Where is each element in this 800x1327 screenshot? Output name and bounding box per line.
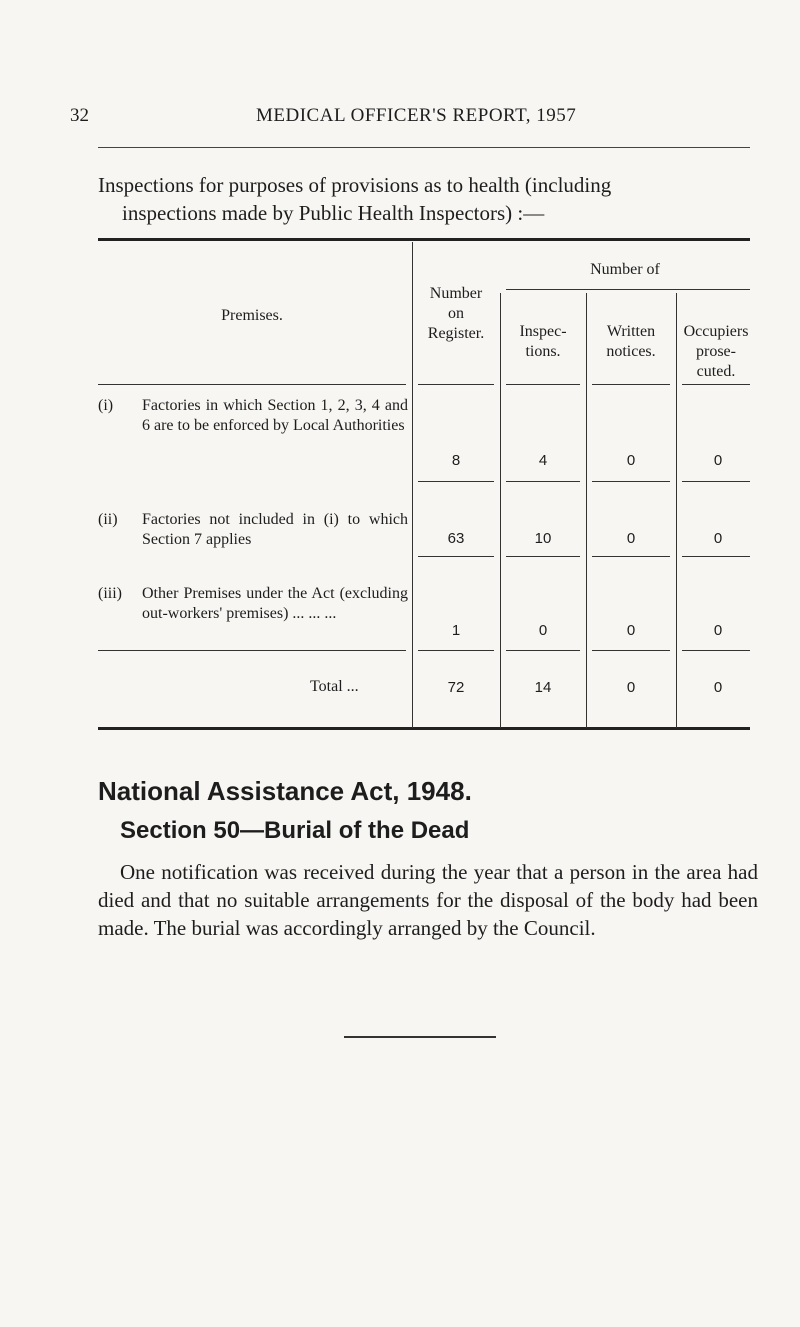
row2-rule-prosecuted bbox=[682, 556, 750, 557]
total-inspections: 14 bbox=[534, 679, 552, 696]
body-paragraph bbox=[98, 858, 758, 942]
cell-register: 1 bbox=[451, 622, 461, 639]
header-inspections-line-2: tions. bbox=[525, 343, 561, 360]
cell-register: 63 bbox=[447, 530, 465, 547]
total-rule-register bbox=[418, 650, 494, 651]
header-rule-prosecuted bbox=[682, 384, 750, 385]
row1-rule-register bbox=[418, 481, 494, 482]
row2-rule-register bbox=[418, 556, 494, 557]
header-prosecuted bbox=[676, 322, 756, 382]
total-rule-notices bbox=[592, 650, 670, 651]
total-rule-inspections bbox=[506, 650, 580, 651]
intro-line-2: inspections made by Public Health Inspectors) :— bbox=[122, 201, 545, 225]
inspections-table bbox=[98, 238, 750, 730]
section-title: National Assistance Act, 1948. bbox=[98, 776, 472, 806]
cell-prosecuted: 0 bbox=[713, 530, 723, 547]
table-bottom-rule bbox=[98, 727, 750, 730]
header-rule-notices bbox=[592, 384, 670, 385]
number-of-rule bbox=[506, 289, 750, 290]
paragraph-text: One notification was received during the year that a person in the area had died and that no suitable arrangements for the disposal of the body had been made. The burial was accordingly arranged by the Council. bbox=[98, 860, 758, 940]
header-rule-inspections bbox=[506, 384, 580, 385]
header-prosecuted-line-3: cuted. bbox=[696, 363, 736, 380]
row-description: Factories not included in (i) to which Section 7 applies bbox=[142, 511, 408, 548]
header-register bbox=[412, 284, 500, 344]
cell-notices: 0 bbox=[626, 622, 636, 639]
row1-rule-notices bbox=[592, 481, 670, 482]
header-notices-line-2: notices. bbox=[606, 343, 656, 360]
row-number: (i) bbox=[98, 397, 114, 414]
header-register-line-1: Number bbox=[429, 285, 483, 302]
intro-text bbox=[98, 171, 758, 227]
total-rule-prosecuted bbox=[682, 650, 750, 651]
cell-prosecuted: 0 bbox=[713, 622, 723, 639]
header-prosecuted-line-1: Occupiers bbox=[683, 323, 749, 340]
header-rule bbox=[98, 147, 750, 148]
cell-inspections: 4 bbox=[538, 452, 548, 469]
header-rule-premises bbox=[98, 384, 406, 385]
total-label: Total ... bbox=[310, 678, 359, 695]
cell-inspections: 0 bbox=[538, 622, 548, 639]
row2-rule-inspections bbox=[506, 556, 580, 557]
table-row-label bbox=[98, 396, 408, 460]
total-register: 72 bbox=[447, 679, 465, 696]
table-row-label bbox=[98, 510, 408, 554]
intro-line-1: Inspections for purposes of provisions as to health (including bbox=[98, 173, 612, 197]
row-description: Other Premises under the Act (excluding out-workers' premises) ... ... ... bbox=[142, 585, 408, 622]
cell-notices: 0 bbox=[626, 530, 636, 547]
header-inspections-line-1: Inspec- bbox=[519, 323, 567, 340]
page-number: 32 bbox=[70, 105, 89, 126]
cell-notices: 0 bbox=[626, 452, 636, 469]
section-subtitle: Section 50—Burial of the Dead bbox=[120, 817, 470, 844]
header-prosecuted-line-2: prose- bbox=[696, 343, 736, 360]
row-number: (iii) bbox=[98, 585, 122, 602]
row1-rule-inspections bbox=[506, 481, 580, 482]
running-title: MEDICAL OFFICER'S REPORT, 1957 bbox=[256, 105, 577, 126]
header-inspections bbox=[500, 322, 586, 362]
total-notices: 0 bbox=[626, 679, 636, 696]
cell-prosecuted: 0 bbox=[713, 452, 723, 469]
row-number: (ii) bbox=[98, 511, 118, 528]
header-register-line-2: on bbox=[448, 305, 464, 322]
header-rule-register bbox=[418, 384, 494, 385]
total-prosecuted: 0 bbox=[713, 679, 723, 696]
total-rule-premises bbox=[98, 650, 406, 651]
row2-rule-notices bbox=[592, 556, 670, 557]
row-description: Factories in which Section 1, 2, 3, 4 and 6 are to be enforced by Local Authorities bbox=[142, 397, 408, 434]
header-number-of: Number of bbox=[590, 261, 660, 278]
cell-register: 8 bbox=[451, 452, 461, 469]
header-notices-line-1: Written bbox=[606, 323, 656, 340]
table-top-rule bbox=[98, 238, 750, 241]
header-premises: Premises. bbox=[221, 307, 283, 324]
header-notices bbox=[586, 322, 676, 362]
cell-inspections: 10 bbox=[534, 530, 552, 547]
table-row-label bbox=[98, 584, 408, 648]
closing-rule bbox=[344, 1036, 496, 1038]
row1-rule-prosecuted bbox=[682, 481, 750, 482]
header-register-line-3: Register. bbox=[427, 325, 485, 342]
